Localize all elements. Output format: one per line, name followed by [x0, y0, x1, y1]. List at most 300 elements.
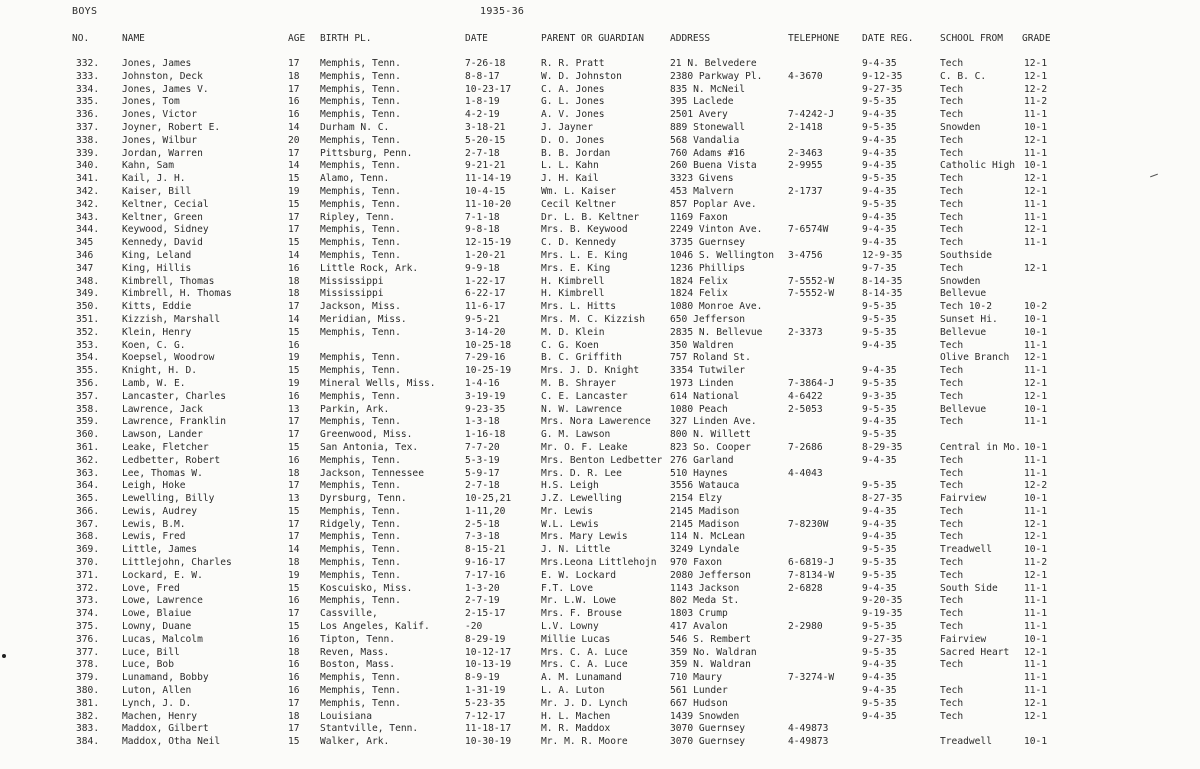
- birth-place: Koscuisko, Miss.: [320, 582, 413, 594]
- table-row: [0, 224, 1200, 237]
- telephone: 7-3864-J: [788, 377, 835, 389]
- birth-date: 11-18-17: [465, 723, 512, 735]
- student-age: 15: [288, 173, 300, 185]
- birth-date: 1-8-19: [465, 96, 500, 108]
- birth-date: 1-16-18: [465, 429, 506, 441]
- telephone: 2-1737: [788, 185, 823, 197]
- date-registered: 9-4-35: [862, 185, 897, 197]
- grade: 10-1: [1024, 121, 1048, 133]
- table-row: [0, 263, 1200, 276]
- row-number: 354.: [76, 352, 100, 364]
- table-row: [0, 557, 1200, 570]
- table-row: [0, 442, 1200, 455]
- student-name: Maddox, Otha Neil: [122, 736, 221, 748]
- parent-guardian: G. M. Lawson: [541, 429, 611, 441]
- school-from: Tech: [940, 365, 964, 377]
- grade: 11-1: [1024, 659, 1048, 671]
- grade: 10-2: [1024, 301, 1048, 313]
- birth-date: 2-7-18: [465, 147, 500, 159]
- student-age: 17: [288, 58, 300, 69]
- birth-place: Memphis, Tenn.: [320, 83, 401, 95]
- birth-place: Dyrsburg, Tenn.: [320, 493, 407, 505]
- student-name: Lewis, B.M.: [122, 518, 186, 530]
- birth-date: 5-9-17: [465, 467, 500, 479]
- table-row: [0, 531, 1200, 544]
- address: 667 Hudson: [670, 697, 728, 709]
- student-age: 17: [288, 608, 300, 620]
- school-from: Tech: [940, 377, 964, 389]
- date-registered: 9-4-35: [862, 109, 897, 121]
- school-from: Snowden: [940, 121, 981, 133]
- student-age: 14: [288, 249, 300, 261]
- row-number: 357.: [76, 390, 100, 402]
- date-registered: 9-5-35: [862, 121, 897, 133]
- row-number: 360.: [76, 429, 100, 441]
- row-number: 382.: [76, 710, 100, 722]
- birth-place: Ripley, Tenn.: [320, 211, 396, 223]
- address: 453 Malvern: [670, 185, 734, 197]
- school-from: South Side: [940, 582, 998, 594]
- student-name: Lawrence, Jack: [122, 403, 203, 415]
- birth-place: Memphis, Tenn.: [320, 134, 401, 146]
- telephone: 4-3670: [788, 70, 823, 82]
- parent-guardian: W.L. Lewis: [541, 518, 599, 530]
- parent-guardian: Mrs. C. A. Luce: [541, 659, 628, 671]
- student-age: 15: [288, 582, 300, 594]
- student-name: Luton, Allen: [122, 685, 192, 697]
- student-name: Kimbrell, H. Thomas: [122, 288, 232, 300]
- birth-place: Louisiana: [320, 710, 372, 722]
- birth-place: Memphis, Tenn.: [320, 198, 401, 210]
- table-row: [0, 698, 1200, 711]
- telephone: 2-2980: [788, 621, 823, 633]
- telephone: 2-5053: [788, 403, 823, 415]
- student-age: 14: [288, 544, 300, 556]
- row-number: 384.: [76, 736, 100, 748]
- grade: 10-1: [1024, 160, 1048, 172]
- date-registered: 9-4-35: [862, 582, 897, 594]
- row-number: 371.: [76, 569, 100, 581]
- grade: 10-1: [1024, 403, 1048, 415]
- grade: 11-1: [1024, 505, 1048, 517]
- row-number: 361.: [76, 441, 100, 453]
- birth-date: 2-15-17: [465, 608, 506, 620]
- birth-place: Cassville,: [320, 608, 378, 620]
- date-registered: 9-4-35: [862, 224, 897, 236]
- birth-place: Walker, Ark.: [320, 736, 390, 748]
- student-name: Lawrence, Franklin: [122, 416, 226, 428]
- table-row: [0, 160, 1200, 173]
- address: 510 Haynes: [670, 467, 728, 479]
- student-name: Joyner, Robert E.: [122, 121, 221, 133]
- grade: 11-1: [1024, 339, 1048, 351]
- student-age: 15: [288, 326, 300, 338]
- date-registered: 9-5-35: [862, 697, 897, 709]
- table-row: [0, 199, 1200, 212]
- birth-place: Memphis, Tenn.: [320, 569, 401, 581]
- student-name: Kennedy, David: [122, 237, 203, 249]
- student-name: Koen, C. G.: [122, 339, 186, 351]
- birth-place: Memphis, Tenn.: [320, 58, 401, 69]
- student-age: 19: [288, 569, 300, 581]
- student-age: 13: [288, 493, 300, 505]
- parent-guardian: L. A. Luton: [541, 685, 605, 697]
- row-number: 351.: [76, 313, 100, 325]
- address: 3070 Guernsey: [670, 723, 746, 735]
- grade: 10-1: [1024, 493, 1048, 505]
- grade: 10-1: [1024, 544, 1048, 556]
- address: 1046 S. Wellington: [670, 249, 774, 261]
- school-from: Tech: [940, 211, 964, 223]
- parent-guardian: J. N. Little: [541, 544, 611, 556]
- grade: 12-1: [1024, 710, 1048, 722]
- grade: 12-1: [1024, 224, 1048, 236]
- date-registered: 8-27-35: [862, 493, 903, 505]
- grade: 11-1: [1024, 365, 1048, 377]
- birth-date: 1-4-16: [465, 377, 500, 389]
- row-number: 333.: [76, 70, 100, 82]
- student-age: 15: [288, 621, 300, 633]
- parent-guardian: Mrs. C. A. Luce: [541, 646, 628, 658]
- telephone: 7-2686: [788, 441, 823, 453]
- row-number: 364.: [76, 480, 100, 492]
- birth-date: 3-14-20: [465, 326, 506, 338]
- date-registered: 9-5-35: [862, 326, 897, 338]
- parent-guardian: Mrs. Nora Lawerence: [541, 416, 651, 428]
- address: 802 Meda St.: [670, 595, 740, 607]
- student-name: Klein, Henry: [122, 326, 192, 338]
- grade: 12-2: [1024, 83, 1048, 95]
- student-name: Lowe, Lawrence: [122, 595, 203, 607]
- birth-date: 1-20-21: [465, 249, 506, 261]
- student-name: Jones, James V.: [122, 83, 209, 95]
- table-row: [0, 685, 1200, 698]
- row-number: 332.: [76, 58, 100, 69]
- student-age: 15: [288, 441, 300, 453]
- table-row: [0, 173, 1200, 186]
- address: 614 National: [670, 390, 740, 402]
- date-registered: 9-4-35: [862, 518, 897, 530]
- grade: 11-2: [1024, 557, 1048, 569]
- row-number: 342.: [76, 185, 100, 197]
- school-from: Sacred Heart: [940, 646, 1010, 658]
- parent-guardian: N. W. Lawrence: [541, 403, 622, 415]
- grade: 11-1: [1024, 416, 1048, 428]
- address: 276 Garland: [670, 454, 734, 466]
- school-from: Tech: [940, 480, 964, 492]
- table-row: [0, 608, 1200, 621]
- date-registered: 9-4-35: [862, 672, 897, 684]
- address: 3556 Watauca: [670, 480, 740, 492]
- school-from: Olive Branch: [940, 352, 1010, 364]
- address: 3249 Lyndale: [670, 544, 740, 556]
- row-number: 367.: [76, 518, 100, 530]
- date-registered: 9-4-35: [862, 659, 897, 671]
- row-number: 366.: [76, 505, 100, 517]
- student-age: 16: [288, 96, 300, 108]
- school-from: Tech: [940, 173, 964, 185]
- address: 21 N. Belvedere: [670, 58, 757, 69]
- table-row: [0, 352, 1200, 365]
- student-name: Kizzish, Marshall: [122, 313, 221, 325]
- school-from: Tech: [940, 685, 964, 697]
- table-row: [0, 84, 1200, 97]
- telephone: 2-3463: [788, 147, 823, 159]
- student-name: Maddox, Gilbert: [122, 723, 209, 735]
- student-name: King, Leland: [122, 249, 192, 261]
- student-name: Ledbetter, Robert: [122, 454, 221, 466]
- parent-guardian: M. R. Maddox: [541, 723, 611, 735]
- address: 2501 Avery: [670, 109, 728, 121]
- student-name: Keywood, Sidney: [122, 224, 209, 236]
- address: 970 Faxon: [670, 557, 722, 569]
- telephone: 7-6574W: [788, 224, 829, 236]
- school-from: Tech: [940, 134, 964, 146]
- address: 114 N. McLean: [670, 531, 746, 543]
- telephone: 4-49873: [788, 736, 829, 748]
- birth-date: 1-3-20: [465, 582, 500, 594]
- birth-date: 10-12-17: [465, 646, 512, 658]
- student-name: Keltner, Green: [122, 211, 203, 223]
- parent-guardian: Mr. M. R. Moore: [541, 736, 628, 748]
- table-row: [0, 416, 1200, 429]
- date-registered: 9-7-35: [862, 262, 897, 274]
- student-age: 16: [288, 672, 300, 684]
- birth-place: Memphis, Tenn.: [320, 595, 401, 607]
- birth-date: 9-21-21: [465, 160, 506, 172]
- birth-place: Memphis, Tenn.: [320, 531, 401, 543]
- date-registered: 9-4-35: [862, 365, 897, 377]
- school-from: Tech: [940, 467, 964, 479]
- table-row: [0, 621, 1200, 634]
- birth-date: 9-9-18: [465, 262, 500, 274]
- row-number: 356.: [76, 377, 100, 389]
- date-registered: 9-4-35: [862, 58, 897, 69]
- row-number: 340.: [76, 160, 100, 172]
- telephone: 2-3373: [788, 326, 823, 338]
- grade: 10-1: [1024, 313, 1048, 325]
- parent-guardian: L.V. Lowny: [541, 621, 599, 633]
- row-number: 339.: [76, 147, 100, 159]
- student-name: Lee, Thomas W.: [122, 467, 203, 479]
- birth-date: -20: [465, 621, 483, 633]
- school-from: Snowden: [940, 275, 981, 287]
- student-name: Littlejohn, Charles: [122, 557, 232, 569]
- birth-date: 5-23-35: [465, 697, 506, 709]
- student-age: 15: [288, 365, 300, 377]
- parent-guardian: Mrs. Mary Lewis: [541, 531, 628, 543]
- row-number: 346: [76, 249, 94, 261]
- birth-place: Mississippi: [320, 275, 384, 287]
- table-row: [0, 212, 1200, 225]
- grade: 11-1: [1024, 685, 1048, 697]
- date-registered: 9-5-35: [862, 96, 897, 108]
- student-age: 17: [288, 723, 300, 735]
- student-age: 17: [288, 83, 300, 95]
- student-age: 15: [288, 237, 300, 249]
- birth-date: 10-25,21: [465, 493, 512, 505]
- birth-place: Memphis, Tenn.: [320, 224, 401, 236]
- telephone: 7-5552-W: [788, 275, 835, 287]
- parent-guardian: Mrs. J. D. Knight: [541, 365, 640, 377]
- row-number: 379.: [76, 672, 100, 684]
- grade: 11-1: [1024, 147, 1048, 159]
- table-row: [0, 148, 1200, 161]
- student-name: Luce, Bill: [122, 646, 180, 658]
- birth-date: 7-7-20: [465, 441, 500, 453]
- student-name: Jones, Wilbur: [122, 134, 198, 146]
- student-age: 17: [288, 224, 300, 236]
- birth-place: Memphis, Tenn.: [320, 237, 401, 249]
- date-registered: 9-5-35: [862, 313, 897, 325]
- parent-guardian: Mrs. Benton Ledbetter: [541, 454, 663, 466]
- birth-date: 10-4-15: [465, 185, 506, 197]
- address: 260 Buena Vista: [670, 160, 757, 172]
- address: 1824 Felix: [670, 288, 728, 300]
- header-date: DATE: [465, 33, 488, 44]
- telephone: 6-6819-J: [788, 557, 835, 569]
- date-registered: 9-27-35: [862, 83, 903, 95]
- student-name: Lancaster, Charles: [122, 390, 226, 402]
- table-row: [0, 647, 1200, 660]
- birth-place: Memphis, Tenn.: [320, 454, 401, 466]
- school-from: Tech: [940, 595, 964, 607]
- telephone: 7-4242-J: [788, 109, 835, 121]
- birth-date: 4-2-19: [465, 109, 500, 121]
- parent-guardian: D. O. Jones: [541, 134, 605, 146]
- student-name: Lockard, E. W.: [122, 569, 203, 581]
- birth-date: 10-30-19: [465, 736, 512, 748]
- table-row: [0, 506, 1200, 519]
- birth-date: 2-7-18: [465, 480, 500, 492]
- telephone: 2-9955: [788, 160, 823, 172]
- student-age: 17: [288, 147, 300, 159]
- student-name: Lewis, Audrey: [122, 505, 198, 517]
- student-name: King, Hillis: [122, 262, 192, 274]
- school-from: Tech: [940, 339, 964, 351]
- address: 1973 Linden: [670, 377, 734, 389]
- grade: 11-1: [1024, 198, 1048, 210]
- student-age: 16: [288, 659, 300, 671]
- row-number: 355.: [76, 365, 100, 377]
- margin-mark: [2, 654, 6, 658]
- row-number: 342.: [76, 198, 100, 210]
- grade: 12-1: [1024, 185, 1048, 197]
- grade: 11-1: [1024, 211, 1048, 223]
- birth-date: 7-1-18: [465, 211, 500, 223]
- student-name: Johnston, Deck: [122, 70, 203, 82]
- student-age: 15: [288, 198, 300, 210]
- row-number: 370.: [76, 557, 100, 569]
- student-age: 15: [288, 505, 300, 517]
- date-registered: 9-4-35: [862, 134, 897, 146]
- student-name: Lewelling, Billy: [122, 493, 215, 505]
- school-from: Tech: [940, 454, 964, 466]
- grade: 12-2: [1024, 480, 1048, 492]
- student-name: Lowny, Duane: [122, 621, 192, 633]
- table-row: [0, 736, 1200, 749]
- table-row: [0, 468, 1200, 481]
- parent-guardian: M. D. Klein: [541, 326, 605, 338]
- birth-place: Memphis, Tenn.: [320, 109, 401, 121]
- school-from: Bellevue: [940, 288, 987, 300]
- student-age: 16: [288, 109, 300, 121]
- birth-place: Pittsburg, Penn.: [320, 147, 413, 159]
- telephone: 2-6828: [788, 582, 823, 594]
- date-registered: 9-4-35: [862, 505, 897, 517]
- address: 889 Stonewall: [670, 121, 746, 133]
- row-number: 347: [76, 262, 94, 274]
- header-address: ADDRESS: [670, 33, 711, 44]
- row-number: 374.: [76, 608, 100, 620]
- date-registered: 9-4-35: [862, 685, 897, 697]
- student-name: Kimbrell, Thomas: [122, 275, 215, 287]
- parent-guardian: Mrs.Leona Littlehojn: [541, 557, 657, 569]
- student-age: 14: [288, 313, 300, 325]
- parent-guardian: W. D. Johnston: [541, 70, 622, 82]
- date-registered: 9-4-35: [862, 147, 897, 159]
- row-number: 375.: [76, 621, 100, 633]
- table-row: [0, 404, 1200, 417]
- school-from: Tech: [940, 518, 964, 530]
- birth-date: 9-23-35: [465, 403, 506, 415]
- birth-place: Memphis, Tenn.: [320, 505, 401, 517]
- school-from: Fairview: [940, 633, 987, 645]
- row-number: 343.: [76, 211, 100, 223]
- address: 2835 N. Bellevue: [670, 326, 763, 338]
- student-name: Jones, James: [122, 58, 192, 69]
- grade: 12-1: [1024, 646, 1048, 658]
- parent-guardian: C. A. Jones: [541, 83, 605, 95]
- address: 568 Vandalia: [670, 134, 740, 146]
- student-age: 18: [288, 710, 300, 722]
- table-row: [0, 288, 1200, 301]
- school-from: Tech: [940, 416, 964, 428]
- address: 327 Linden Ave.: [670, 416, 757, 428]
- birth-place: Mississippi: [320, 288, 384, 300]
- parent-guardian: C. D. Kennedy: [541, 237, 617, 249]
- table-row: [0, 122, 1200, 135]
- date-registered: 9-5-35: [862, 377, 897, 389]
- date-registered: 9-4-35: [862, 160, 897, 172]
- parent-guardian: Mr. O. F. Leake: [541, 441, 628, 453]
- student-age: 18: [288, 70, 300, 82]
- school-from: Central in Mo.: [940, 441, 1021, 453]
- student-name: Lunamand, Bobby: [122, 672, 209, 684]
- student-age: 16: [288, 454, 300, 466]
- table-row: [0, 109, 1200, 122]
- birth-place: Little Rock, Ark.: [320, 262, 419, 274]
- school-from: C. B. C.: [940, 70, 987, 82]
- date-registered: 9-5-35: [862, 646, 897, 658]
- birth-place: Ridgely, Tenn.: [320, 518, 401, 530]
- student-name: Lewis, Fred: [122, 531, 186, 543]
- grade: 12-1: [1024, 58, 1048, 69]
- student-age: 19: [288, 185, 300, 197]
- student-age: 18: [288, 288, 300, 300]
- date-registered: 9-19-35: [862, 608, 903, 620]
- table-row: [0, 659, 1200, 672]
- row-number: 344.: [76, 224, 100, 236]
- birth-date: 8-29-19: [465, 633, 506, 645]
- parent-guardian: Mrs. F. Brouse: [541, 608, 622, 620]
- table-row: [0, 583, 1200, 596]
- parent-guardian: H.S. Leigh: [541, 480, 599, 492]
- header-grade: GRADE: [1022, 33, 1051, 44]
- section-label: BOYS: [72, 6, 98, 17]
- date-registered: 9-5-35: [862, 173, 897, 185]
- birth-date: 8-15-21: [465, 544, 506, 556]
